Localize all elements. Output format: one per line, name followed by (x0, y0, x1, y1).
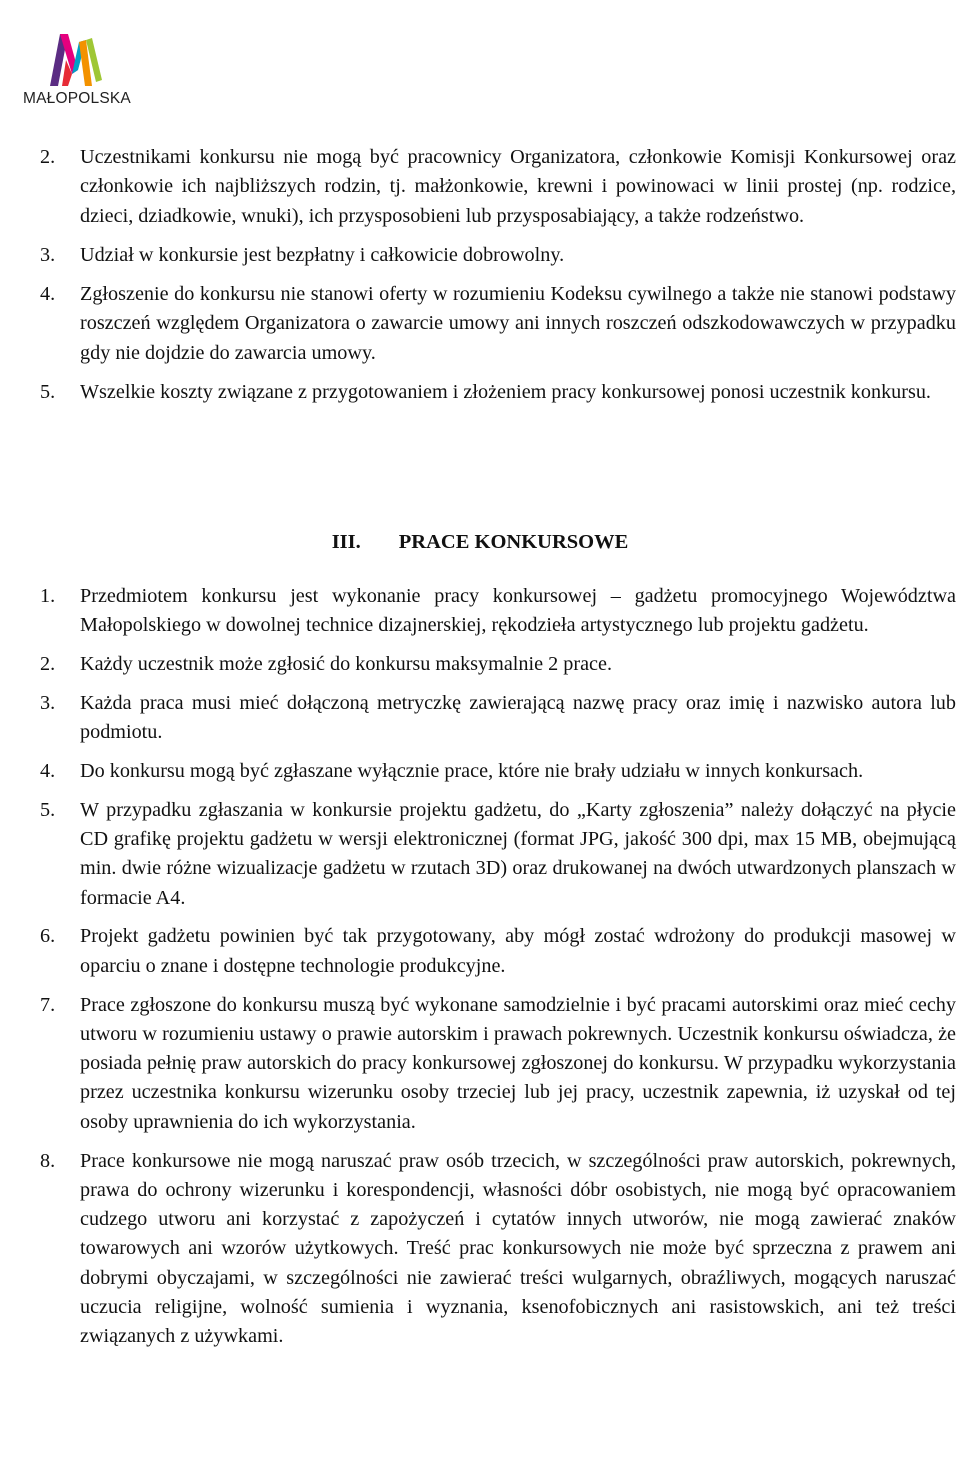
section-participants (40, 143, 956, 407)
section-title: PRACE KONKURSOWE (398, 531, 629, 553)
item-text: W przypadku zgłaszania w konkursie projektu gadżetu, do „Karty zgłoszenia” należy dołączyć na płycie CD grafikę projektu gadżetu w wersji elektronicznej (format JPG, jakość 300 dpi, max 15 MB, obejmującą min. dwie różne wizualizacje gadżetu w rzutach 3D) oraz drukowanej na dwóch utwardzonych planszach w formacie A4. (80, 798, 956, 909)
item-text: Wszelkie koszty związane z przygotowaniem i złożeniem pracy konkursowej ponosi uczestnik konkursu. (80, 381, 931, 404)
item-number: 3. (40, 243, 56, 266)
item-number: 5. (40, 381, 56, 404)
item-text: Każdy uczestnik może zgłosić do konkursu maksymalnie 2 prace. (80, 653, 613, 676)
item-number: 6. (40, 925, 56, 948)
participants-list (40, 143, 956, 407)
list-item (40, 280, 956, 368)
list-item (40, 378, 956, 407)
malopolska-logo-icon (46, 30, 106, 88)
item-number: 8. (40, 1149, 56, 1172)
item-text: Zgłoszenie do konkursu nie stanowi oferty w rozumieniu Kodeksu cywilnego a także nie stanowi podstawy roszczeń względem Organizatora o zawarcie umowy ani innych roszczeń odszkodowawczych w przypadku gdy nie dojdzie do zawarcia umowy. (80, 283, 956, 364)
item-number: 1. (40, 585, 56, 607)
list-item (40, 241, 956, 270)
item-number: 5. (40, 798, 56, 821)
item-number: 2. (40, 653, 56, 676)
item-text: Udział w konkursie jest bezpłatny i całkowicie dobrowolny. (80, 243, 565, 266)
list-item (40, 757, 956, 786)
list-item (40, 650, 956, 679)
item-text: Projekt gadżetu powinien być tak przygotowany, aby mógł zostać wdrożony do produkcji masowej w oparciu o znane i dostępne technologie produkcyjne. (80, 925, 956, 977)
item-text: Prace konkursowe nie mogą naruszać praw osób trzecich, w szczególności praw autorskich, pokrewnych, prawa do ochrony wizerunku i korespondencji, własności dóbr osobistych, nie mogą być opracowaniem cudzego utworu ani korzystać z zapożyczeń i cytatów innych utworów, nie mogą zawierać znaków towarowych ani wzorów użytkowych. Treść prac konkursowych nie może być sprzeczna z prawem ani dobrymi obyczajami, w szczególności nie zawierać treści wulgarnych, obraźliwych, mogących naruszać uczucia religijne, wolność sumienia i wyznania, ksenofobicznych ani rasistowskich, ani też treści związanych z używkami. (80, 1149, 956, 1348)
item-text: Przedmiotem konkursu jest wykonanie pracy konkursowej – gadżetu promocyjnego Województwa Małopolskiego w dowolnej technice dizajnerskiej, rękodzieła artystycznego lub projektu gadżetu. (80, 585, 956, 637)
list-item (40, 582, 956, 641)
list-item (40, 1147, 956, 1352)
item-text: Do konkursu mogą być zgłaszane wyłącznie prace, które nie brały udziału w innych konkursach. (80, 759, 864, 782)
list-item (40, 143, 956, 231)
list-item (40, 922, 956, 981)
item-number: 3. (40, 691, 56, 714)
section-heading (0, 527, 960, 557)
item-number: 4. (40, 283, 56, 306)
list-item (40, 796, 956, 913)
malopolska-logo (14, 30, 140, 110)
section-number: III. (331, 531, 361, 553)
logo-wordmark: MAŁOPOLSKA (23, 90, 131, 107)
item-text: Każda praca musi mieć dołączoną metryczkę zawierającą nazwę pracy oraz imię i nazwisko autora lub podmiotu. (80, 691, 956, 744)
item-number: 7. (40, 993, 56, 1016)
item-text: Prace zgłoszone do konkursu muszą być wykonane samodzielnie i być pracami autorskimi oraz mieć cechy utworu w rozumieniu ustawy o prawie autorskim i prawach pokrewnych. Uczestnik konkursu oświadcza, że posiada pełnię praw autorskich do pracy konkursowej zgłoszonej do konkursu. W przypadku wykorzystania przez uczestnika konkursu wizerunku osoby trzeciej lub jej pracy, uczestnik zapewnia, iż uzyskał od tej osoby uprawnienia do ich wykorzystania. (80, 993, 956, 1133)
item-number: 2. (40, 146, 56, 168)
list-item (40, 689, 956, 748)
item-number: 4. (40, 759, 56, 782)
competition-works-list (40, 582, 956, 1352)
item-text: Uczestnikami konkursu nie mogą być pracownicy Organizatora, członkowie Komisji Konkursowej oraz członkowie ich najbliższych rodzin, tj. małżonkowie, krewni i powinowaci w linii prostej (np. rodzice, dzieci, dziadkowie, wnuki), ich przysposobieni lub przysposabiający, a także rodzeństwo. (80, 146, 956, 227)
list-item (40, 991, 956, 1137)
section-competition-works (40, 582, 956, 1352)
